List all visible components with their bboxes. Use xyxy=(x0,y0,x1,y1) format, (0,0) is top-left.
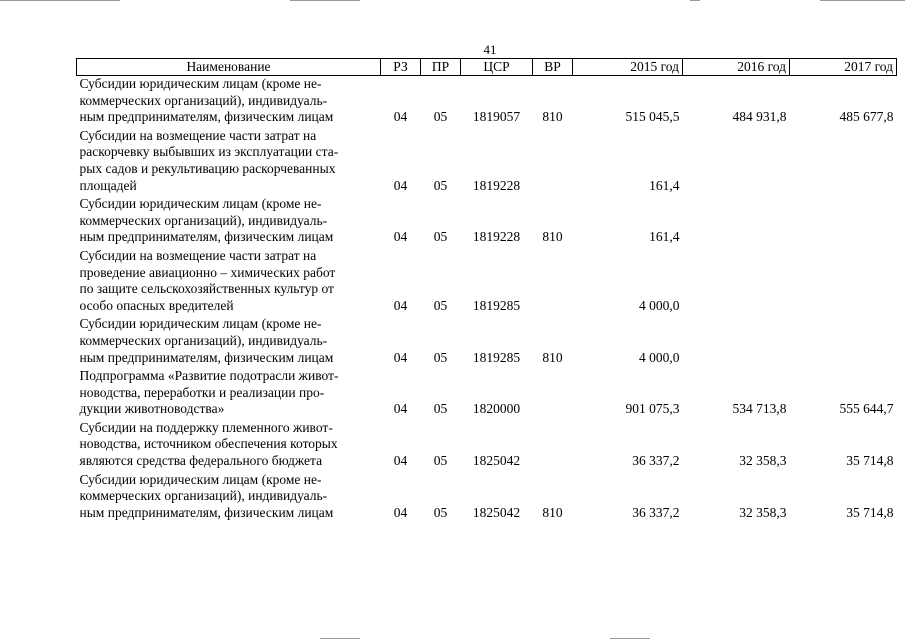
cell-pr: 05 xyxy=(433,229,448,245)
row-name-line: Подпрограмма «Развитие подотрасли живот- xyxy=(79,368,339,384)
cell-rz: 04 xyxy=(393,504,408,520)
scan-edge-mark xyxy=(610,638,650,639)
cell-y2016: 534 713,8 xyxy=(732,401,787,417)
cell-pr: 05 xyxy=(433,401,448,417)
cell-rz: 04 xyxy=(393,401,408,417)
row-name-line: новодства, источником обеспечения которых xyxy=(79,436,338,452)
cell-rz: 04 xyxy=(393,349,408,365)
cell-csr: 1819228 xyxy=(472,177,521,193)
table-row xyxy=(77,76,897,128)
cell-y2016: 484 931,8 xyxy=(732,109,787,125)
cell-y2015: 4 000,0 xyxy=(639,297,680,313)
row-name-line: особо опасных вредителей xyxy=(79,297,234,313)
header-csr: ЦСР xyxy=(461,59,533,76)
cell-rz: 04 xyxy=(393,297,408,313)
cell-y2016: 32 358,3 xyxy=(739,453,787,469)
header-vr: ВР xyxy=(533,59,573,76)
row-name-line: коммерческих организаций), индивидуаль- xyxy=(79,212,328,228)
table-row xyxy=(77,316,897,368)
row-name-line: Субсидии юридическим лицам (кроме не- xyxy=(79,76,322,91)
cell-y2017 xyxy=(790,248,897,316)
table-body xyxy=(77,76,897,524)
scan-edge-mark xyxy=(290,0,360,1)
cell-y2015: 36 337,2 xyxy=(632,504,680,520)
row-name-line: коммерческих организаций), индивидуаль- xyxy=(79,332,328,348)
table-row xyxy=(77,368,897,420)
row-name-line: проведение авиационно – химических работ xyxy=(79,264,336,280)
cell-y2016: 32 358,3 xyxy=(739,504,787,520)
row-name-line: новодства, переработки и реализации про- xyxy=(79,384,325,400)
table-header-row xyxy=(77,59,897,76)
cell-vr: 810 xyxy=(542,349,563,365)
row-name xyxy=(77,472,381,524)
row-name-line: ным предпринимателям, физическим лицам xyxy=(79,349,334,365)
cell-vr xyxy=(533,248,573,316)
cell-y2017 xyxy=(790,196,897,248)
cell-rz: 04 xyxy=(393,453,408,469)
row-name xyxy=(77,196,381,248)
cell-y2016 xyxy=(683,248,790,316)
header-2015: 2015 год xyxy=(573,59,683,76)
row-name-line: Субсидии юридическим лицам (кроме не- xyxy=(79,196,322,212)
scan-edge-mark xyxy=(690,0,700,1)
row-name-line: ным предпринимателям, физическим лицам xyxy=(79,229,334,245)
cell-pr: 05 xyxy=(433,109,448,125)
table-row xyxy=(77,420,897,472)
table-row xyxy=(77,472,897,524)
cell-csr: 1819057 xyxy=(472,109,521,125)
cell-y2016 xyxy=(683,196,790,248)
cell-y2016 xyxy=(683,316,790,368)
header-2017: 2017 год xyxy=(790,59,897,76)
cell-y2017: 555 644,7 xyxy=(839,401,894,417)
cell-y2015: 901 075,3 xyxy=(625,401,680,417)
cell-y2015: 515 045,5 xyxy=(625,109,680,125)
cell-vr xyxy=(533,368,573,420)
cell-y2017: 35 714,8 xyxy=(846,504,894,520)
cell-y2017: 485 677,8 xyxy=(839,109,894,125)
row-name-line: Субсидии юридическим лицам (кроме не- xyxy=(79,471,322,487)
row-name-line: ным предпринимателям, физическим лицам xyxy=(79,504,334,520)
cell-y2017 xyxy=(790,316,897,368)
row-name-line: по защите сельскохозяйственных культур от xyxy=(79,281,334,297)
cell-vr xyxy=(533,420,573,472)
cell-csr: 1825042 xyxy=(472,504,521,520)
row-name-line: Субсидии на возмещение части затрат на xyxy=(79,127,317,143)
budget-table xyxy=(76,58,897,523)
cell-csr: 1819228 xyxy=(472,229,521,245)
cell-vr: 810 xyxy=(542,504,563,520)
cell-csr: 1819285 xyxy=(472,297,521,313)
row-name xyxy=(77,316,381,368)
row-name-line: Субсидии на поддержку племенного живот- xyxy=(79,419,333,435)
row-name-line: раскорчевку выбывших из эксплуатации ста- xyxy=(79,144,339,160)
page-number: 41 xyxy=(483,42,497,57)
header-2016: 2016 год xyxy=(683,59,790,76)
cell-vr: 810 xyxy=(542,109,563,125)
row-name xyxy=(77,368,381,420)
cell-pr: 05 xyxy=(433,297,448,313)
row-name-line: площадей xyxy=(79,177,137,193)
cell-pr: 05 xyxy=(433,177,448,193)
cell-y2017: 35 714,8 xyxy=(846,453,894,469)
table-row xyxy=(77,248,897,316)
row-name-line: являются средства федерального бюджета xyxy=(79,453,323,469)
scan-edge-mark xyxy=(320,638,360,639)
row-name xyxy=(77,248,381,316)
row-name xyxy=(77,128,381,196)
scan-edge-mark xyxy=(820,0,905,1)
row-name-line: ным предпринимателям, физическим лицам xyxy=(79,109,334,125)
cell-rz: 04 xyxy=(393,177,408,193)
cell-y2017 xyxy=(790,128,897,196)
row-name-line: рых садов и рекультивацию раскорчеванных xyxy=(79,160,336,176)
row-name-line: коммерческих организаций), индивидуаль- xyxy=(79,92,328,108)
cell-rz: 04 xyxy=(393,229,408,245)
scan-edge-mark xyxy=(0,0,120,1)
cell-y2015: 161,4 xyxy=(649,177,680,193)
cell-pr: 05 xyxy=(433,349,448,365)
cell-y2015: 161,4 xyxy=(649,229,680,245)
table-row xyxy=(77,128,897,196)
table-row xyxy=(77,196,897,248)
cell-pr: 05 xyxy=(433,504,448,520)
cell-y2016 xyxy=(683,128,790,196)
header-rz: РЗ xyxy=(381,59,421,76)
row-name-line: Субсидии юридическим лицам (кроме не- xyxy=(79,316,322,332)
cell-y2015: 4 000,0 xyxy=(639,349,680,365)
header-name: Наименование xyxy=(77,59,381,76)
cell-vr: 810 xyxy=(542,229,563,245)
cell-rz: 04 xyxy=(393,109,408,125)
row-name-line: дукции животноводства» xyxy=(79,401,225,417)
cell-csr: 1819285 xyxy=(472,349,521,365)
cell-csr: 1820000 xyxy=(472,401,521,417)
row-name-line: коммерческих организаций), индивидуаль- xyxy=(79,488,328,504)
row-name-line: Субсидии на возмещение части затрат на xyxy=(79,247,317,263)
cell-pr: 05 xyxy=(433,453,448,469)
row-name xyxy=(77,76,381,128)
cell-csr: 1825042 xyxy=(472,453,521,469)
header-pr: ПР xyxy=(421,59,461,76)
row-name xyxy=(77,420,381,472)
cell-y2015: 36 337,2 xyxy=(632,453,680,469)
cell-vr xyxy=(533,128,573,196)
